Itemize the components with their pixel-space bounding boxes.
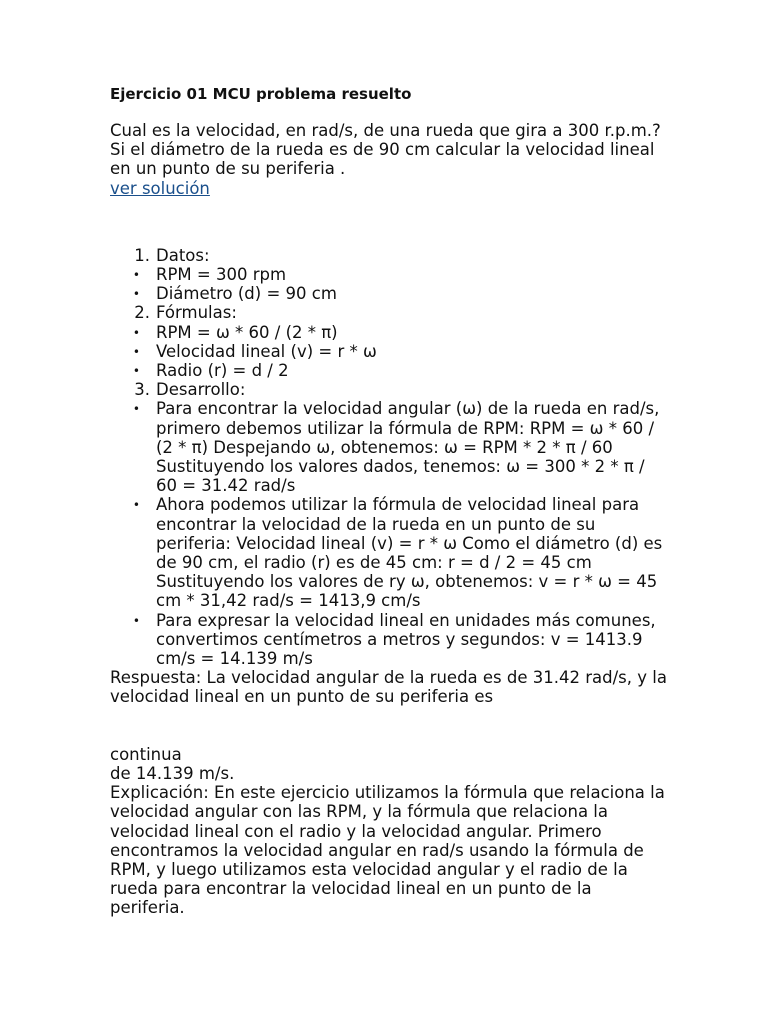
list-item [110, 265, 670, 284]
list-item [110, 303, 670, 322]
list-item [110, 246, 670, 265]
bullet-icon: • [132, 287, 140, 302]
list-marker: 2. [134, 303, 150, 323]
list-item-text: Velocidad lineal (v) = r * ω [156, 341, 377, 361]
exercise-title: Ejercicio 01 MCU problema resuelto [110, 85, 412, 103]
list-marker: 3. [134, 380, 150, 400]
list-item-text: Ahora podemos utilizar la fórmula de velocidad lineal para encontrar la velocidad de la rueda en un punto de su periferia: Velocidad lineal (v) = r * ω Como el diámetro (d) es de 90 cm, el radio (r) es de 45 cm: r = d / 2 = 45 cm Sustituyendo los valores de ry ω, obtenemos: v = r * ω = 45 cm * 31,42 rad/s = 1413,9 cm/s [156, 495, 663, 611]
list-marker: 1. [134, 245, 150, 265]
document-page [110, 84, 670, 918]
list-item-text: Desarrollo: [156, 380, 246, 400]
solution-list [110, 246, 670, 668]
answer-tail: de 14.139 m/s. [110, 763, 235, 783]
ver-solucion-link[interactable]: ver solución [110, 178, 210, 198]
list-item-text: Para encontrar la velocidad angular (ω) de la rueda en rad/s, primero debemos utilizar la fórmula de RPM: RPM = ω * 60 / (2 * π) Despejando ω, obtenemos: ω = RPM * 2 * π / 60 Sustituyendo los valores dados, tenemos: ω = 300 * 2 * π / 60 = 31.42 rad/s [156, 399, 660, 496]
list-item [110, 380, 670, 399]
list-item-text: Fórmulas: [156, 303, 237, 323]
list-item [110, 284, 670, 303]
list-item [110, 399, 670, 495]
list-item-text: RPM = 300 rpm [156, 265, 287, 285]
spacer [110, 707, 670, 745]
bullet-icon: • [132, 402, 140, 417]
explanation-text: Explicación: En este ejercicio utilizamos la fórmula que relaciona la velocidad angular con las RPM, y la fórmula que relaciona la velocidad lineal con el radio y la velocidad angular. Primero encontramos la velocidad angular en rad/s usando la fórmula de RPM, y luego utilizamos esta velocidad angular y el radio de la rueda para encontrar la velocidad lineal en un punto de la periferia. [110, 783, 665, 918]
bullet-icon: • [132, 498, 140, 513]
list-item [110, 323, 670, 342]
list-item [110, 611, 670, 669]
list-item-text: Para expresar la velocidad lineal en unidades más comunes, convertimos centímetros a metros y segundos: v = 1413.9 cm/s = 14.139 m/s [156, 610, 656, 669]
list-item [110, 342, 670, 361]
continua-label: continua [110, 744, 182, 764]
bullet-icon: • [132, 268, 140, 283]
list-item-text: Diámetro (d) = 90 cm [156, 284, 337, 304]
problem-statement: Cual es la velocidad, en rad/s, de una rueda que gira a 300 r.p.m.? Si el diámetro de la rueda es de 90 cm calcular la velocidad lineal en un punto de su periferia . [110, 121, 661, 179]
list-item-text: Radio (r) = d / 2 [156, 361, 289, 381]
bullet-icon: • [132, 364, 140, 379]
list-item [110, 495, 670, 610]
bullet-icon: • [132, 344, 140, 359]
list-item-text: RPM = ω * 60 / (2 * π) [156, 322, 338, 342]
list-item-text: Datos: [156, 245, 210, 265]
bullet-icon: • [132, 613, 140, 628]
answer-text: Respuesta: La velocidad angular de la rueda es de 31.42 rad/s, y la velocidad lineal en un punto de su periferia es [110, 668, 667, 707]
bullet-icon: • [132, 325, 140, 340]
list-item [110, 361, 670, 380]
